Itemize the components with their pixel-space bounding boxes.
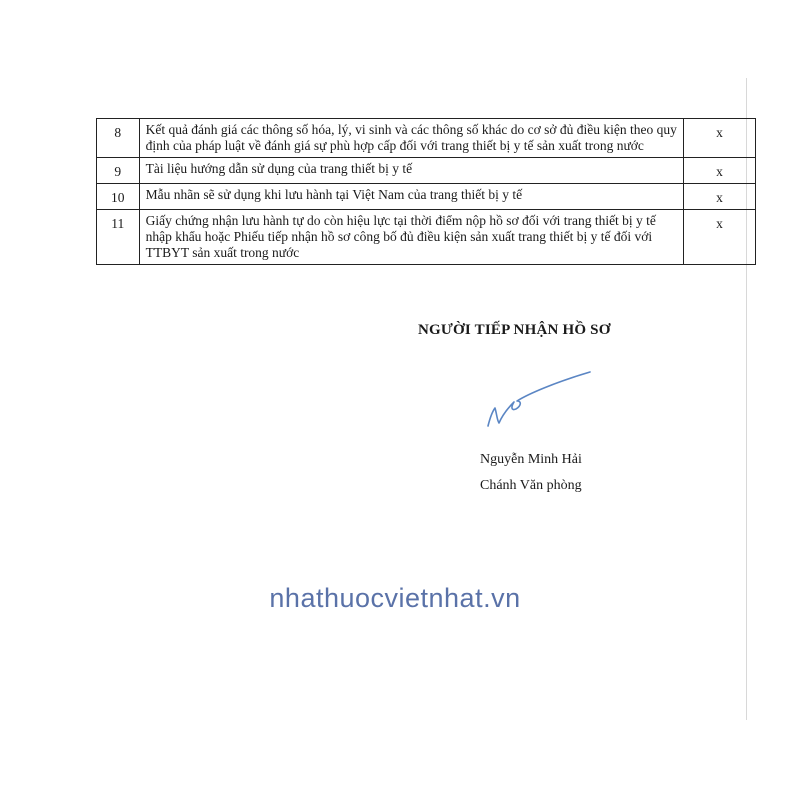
row-content: Kết quả đánh giá các thông số hóa, lý, vi sinh và các thông số khác do cơ sở đủ điều kiện theo quy định của pháp luật về đánh giá sự phù hợp cấp đối với trang thiết bị y tế sản xuất trong nước	[139, 119, 683, 158]
row-content: Mẫu nhãn sẽ sử dụng khi lưu hành tại Việt Nam của trang thiết bị y tế	[139, 184, 683, 210]
signer-name: Nguyễn Minh Hải	[480, 452, 582, 467]
receiver-title: NGƯỜI TIẾP NHẬN HỒ SƠ	[418, 322, 611, 338]
row-check-mark: x	[684, 184, 756, 210]
document-checklist-table	[96, 118, 756, 265]
signature-image	[478, 368, 598, 438]
signer-position: Chánh Văn phòng	[480, 478, 582, 493]
row-check-mark: x	[684, 119, 756, 158]
row-number: 9	[97, 158, 140, 184]
row-content: Tài liệu hướng dẫn sử dụng của trang thiết bị y tế	[139, 158, 683, 184]
row-number: 10	[97, 184, 140, 210]
table-row	[97, 119, 756, 158]
row-number: 11	[97, 210, 140, 265]
table-row	[97, 184, 756, 210]
row-check-mark: x	[684, 158, 756, 184]
table-row	[97, 158, 756, 184]
table-row	[97, 210, 756, 265]
website-watermark: nhathuocvietnhat.vn	[269, 583, 521, 613]
row-content: Giấy chứng nhận lưu hành tự do còn hiệu lực tại thời điểm nộp hồ sơ đối với trang thiết bị y tế nhập khẩu hoặc Phiếu tiếp nhận hồ sơ công bố đủ điều kiện sản xuất trang thiết bị y tế đối với TTBYT sản xuất trong nước	[139, 210, 683, 265]
row-check-mark: x	[684, 210, 756, 265]
row-number: 8	[97, 119, 140, 158]
